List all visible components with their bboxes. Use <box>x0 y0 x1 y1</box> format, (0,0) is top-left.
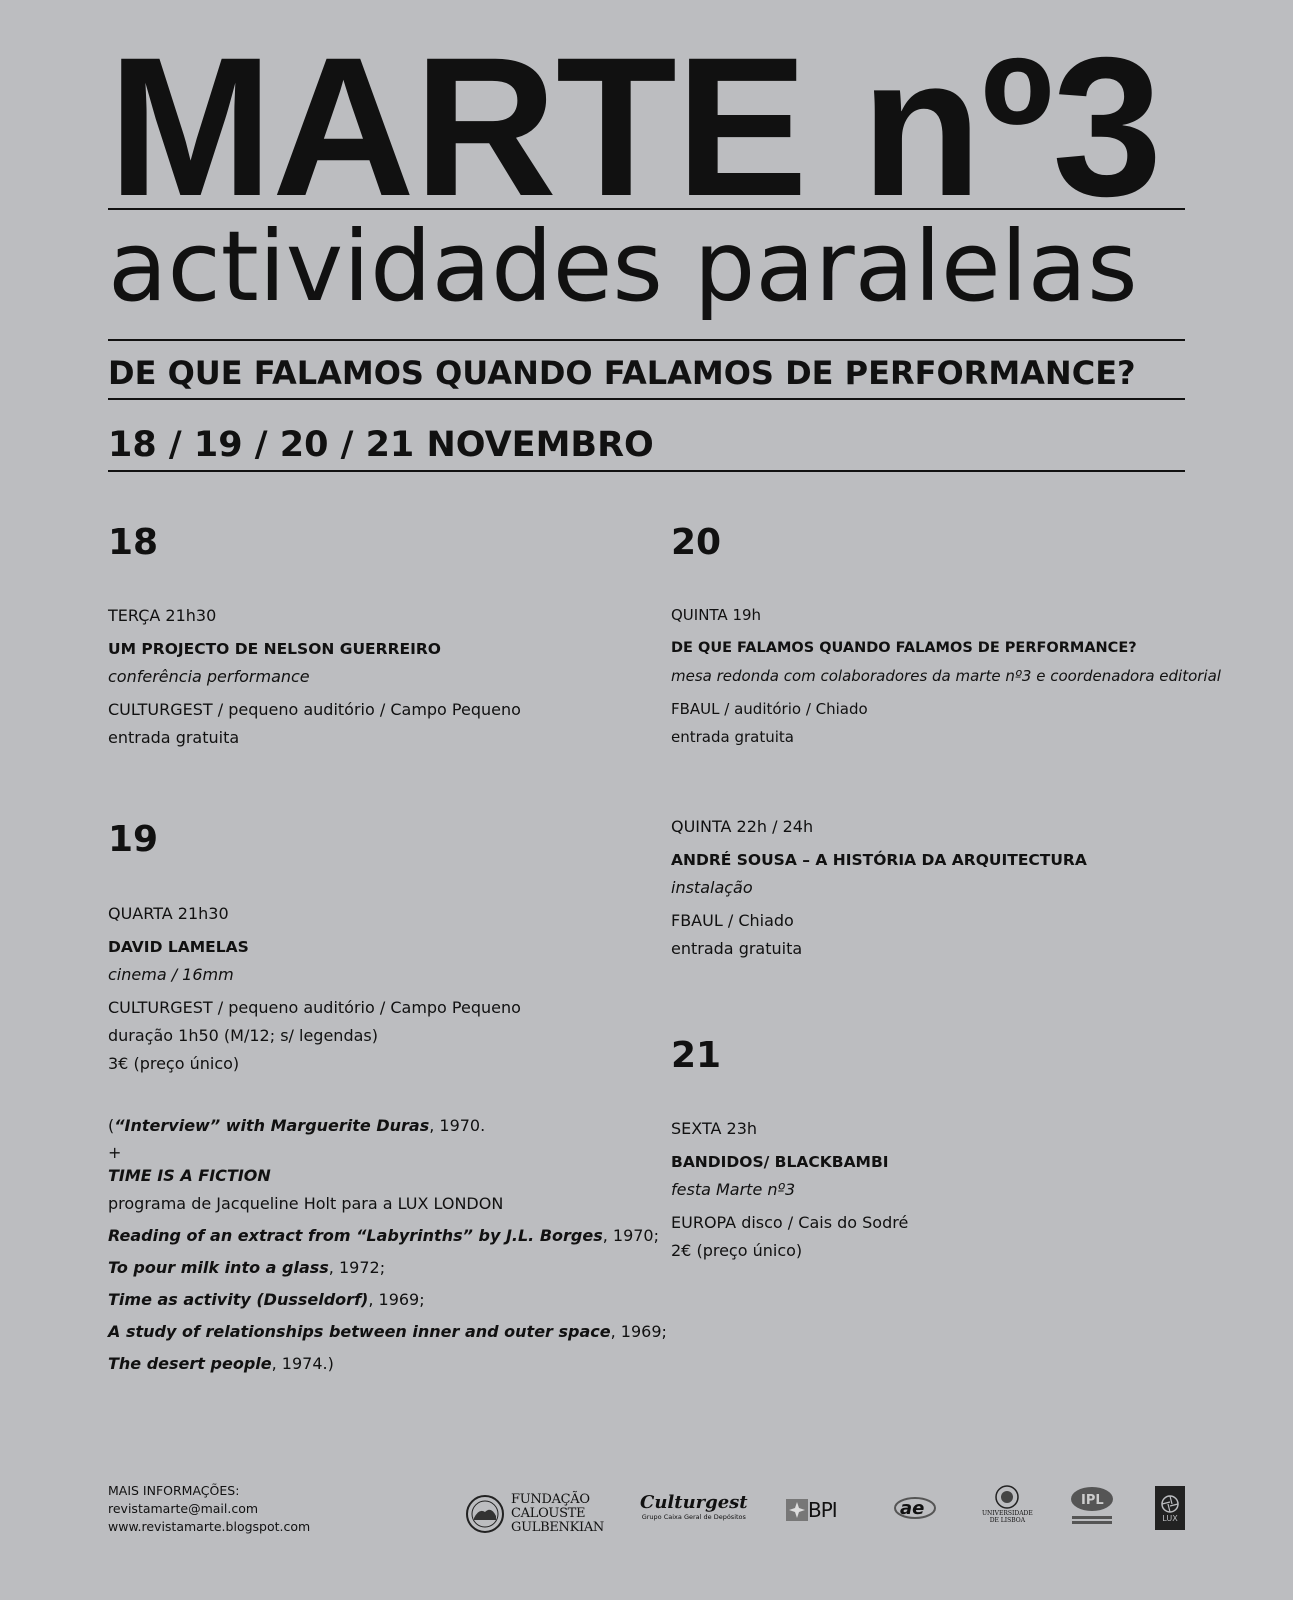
event-admission: entrada gratuita <box>108 728 240 747</box>
event-title: BANDIDOS/ BLACKBAMBI <box>671 1153 889 1171</box>
sponsor-logos <box>0 1484 1293 1544</box>
event-venue: EUROPA disco / Cais do Sodré <box>671 1213 909 1232</box>
svg-text:IPL: IPL <box>1081 1493 1104 1508</box>
day-20-heading: 20 <box>671 522 722 563</box>
film-item: A study of relationships between inner and outer space, 1969; <box>108 1322 667 1341</box>
event-title: UM PROJECTO DE NELSON GUERREIRO <box>108 640 441 658</box>
event-dates: 18 / 19 / 20 / 21 NOVEMBRO <box>108 425 654 465</box>
bpi-star-icon <box>786 1499 808 1521</box>
event-19-david-lamelas <box>108 900 521 1078</box>
headline-question: DE QUE FALAMOS QUANDO FALAMOS DE PERFORMANCE? <box>108 354 1136 392</box>
event-20-andre-sousa <box>671 813 1087 963</box>
film-item: The desert people, 1974.) <box>108 1354 334 1373</box>
event-time: QUARTA 21h30 <box>108 904 229 923</box>
event-type: conferência performance <box>108 667 310 686</box>
event-21-bandidos <box>671 1115 908 1265</box>
day-19-heading: 19 <box>108 819 159 860</box>
contact-label: MAIS INFORMAÇÕES: <box>108 1483 240 1498</box>
page-title: MARTE nº3 <box>108 16 1162 237</box>
event-title: DE QUE FALAMOS QUANDO FALAMOS DE PERFORMANCE? <box>671 640 1137 656</box>
ae-logo <box>893 1494 937 1522</box>
event-venue: CULTURGEST / pequeno auditório / Campo Pequeno <box>108 998 521 1017</box>
event-venue: FBAUL / Chiado <box>671 911 794 930</box>
event-admission: entrada gratuita <box>671 939 803 958</box>
event-20-round-table <box>671 601 1221 751</box>
film-item: To pour milk into a glass, 1972; <box>108 1258 386 1277</box>
programme-credit: programa de Jacqueline Holt para a LUX LONDON <box>108 1194 504 1213</box>
film-item: Reading of an extract from “Labyrinths” by J.L. Borges, 1970; <box>108 1226 659 1245</box>
svg-text:ae: ae <box>900 1498 925 1519</box>
film-item: (“Interview” with Marguerite Duras, 1970. <box>108 1116 486 1135</box>
day-18-heading: 18 <box>108 522 159 563</box>
event-admission: entrada gratuita <box>671 728 794 746</box>
divider <box>108 470 1185 472</box>
lux-logo: LUX <box>1155 1486 1185 1530</box>
event-18-nelson-guerreiro <box>108 602 521 752</box>
event-title: DAVID LAMELAS <box>108 938 249 956</box>
divider <box>108 339 1185 341</box>
ulisboa-seal-icon <box>994 1484 1020 1510</box>
film-programme <box>108 1110 667 1380</box>
contact-email[interactable]: revistamarte@mail.com <box>108 1501 259 1516</box>
event-venue: FBAUL / auditório / Chiado <box>671 700 868 718</box>
event-time: SEXTA 23h <box>671 1119 758 1138</box>
event-duration: duração 1h50 (M/12; s/ legendas) <box>108 1026 378 1045</box>
lux-aperture-icon <box>1160 1494 1180 1514</box>
contact-website[interactable]: www.revistamarte.blogspot.com <box>108 1519 311 1534</box>
event-type: cinema / 16mm <box>108 965 234 984</box>
gulbenkian-emblem-icon <box>465 1494 505 1534</box>
gulbenkian-logo: FUNDAÇÃO CALOUSTE GULBENKIAN <box>465 1490 604 1538</box>
day-21-heading: 21 <box>671 1035 722 1076</box>
event-venue: CULTURGEST / pequeno auditório / Campo Pequeno <box>108 700 521 719</box>
ulisboa-logo: UNIVERSIDADE DE LISBOA <box>982 1484 1033 1524</box>
event-title: ANDRÉ SOUSA – A HISTÓRIA DA ARQUITECTURA <box>671 851 1087 869</box>
event-time: QUINTA 22h / 24h <box>671 817 814 836</box>
subtitle: actividades paralelas <box>108 210 1138 323</box>
event-time: QUINTA 19h <box>671 606 762 624</box>
ae-swoosh-icon <box>893 1494 937 1522</box>
divider <box>108 398 1185 400</box>
event-type: mesa redonda com colaboradores da marte nº3 e coordenadora editorial <box>671 667 1221 685</box>
plus-sign: + <box>108 1143 122 1162</box>
event-price: 3€ (preço único) <box>108 1054 240 1073</box>
culturgest-logo: Culturgest Grupo Caixa Geral de Depósitos <box>640 1492 748 1521</box>
ipl-badge-icon <box>1070 1486 1114 1512</box>
event-type: festa Marte nº3 <box>671 1180 796 1199</box>
ipl-logo <box>1070 1486 1114 1524</box>
event-type: instalação <box>671 878 753 897</box>
event-price: 2€ (preço único) <box>671 1241 803 1260</box>
film-item: Time as activity (Dusseldorf), 1969; <box>108 1290 425 1309</box>
programme-title: TIME IS A FICTION <box>108 1166 271 1185</box>
bpi-logo: BPI <box>786 1498 837 1522</box>
event-time: TERÇA 21h30 <box>108 606 217 625</box>
